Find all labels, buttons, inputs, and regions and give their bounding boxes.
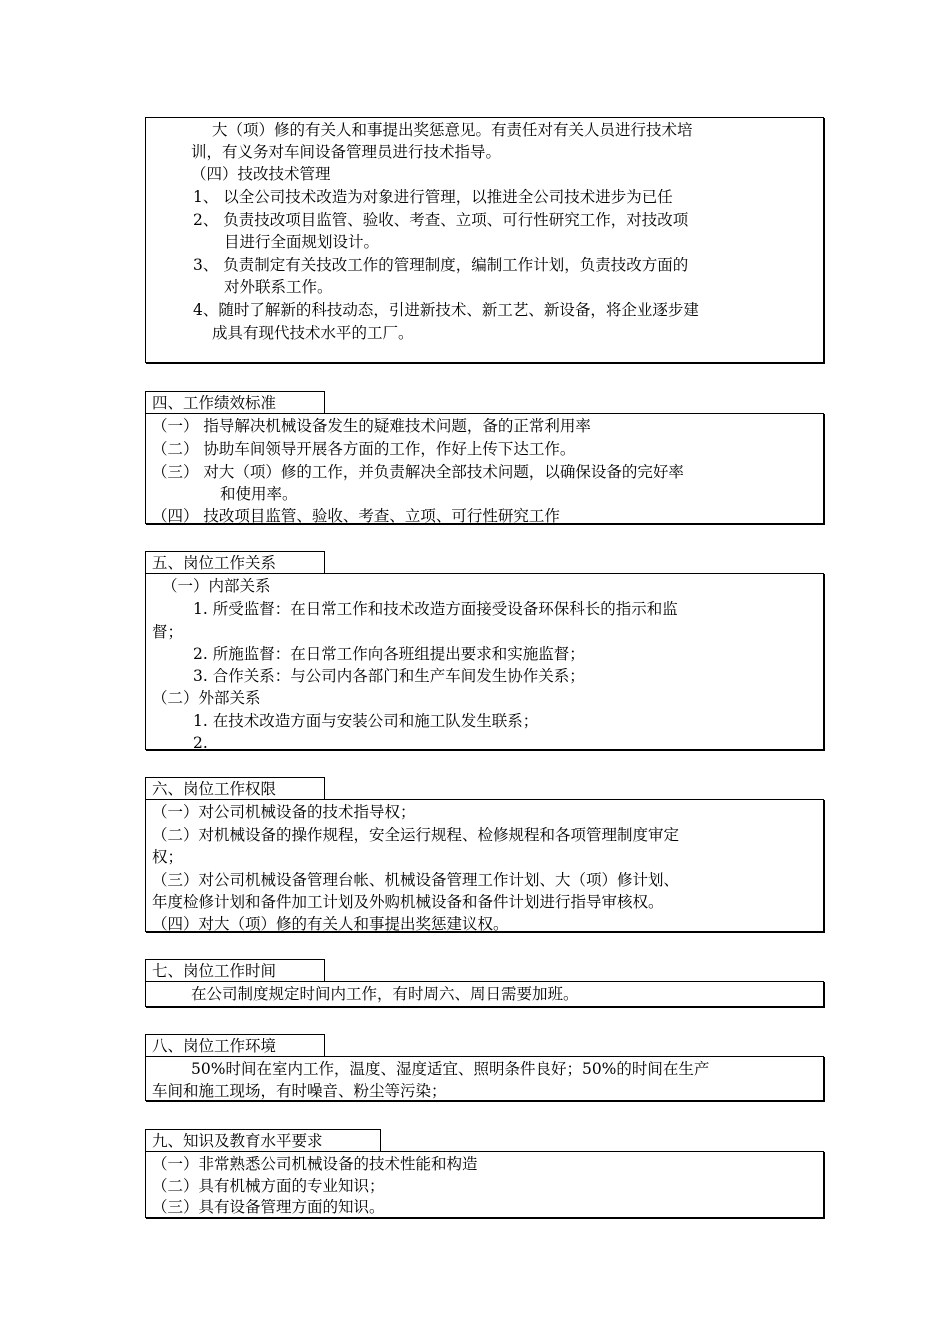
text-line: 3、 负责制定有关技改工作的管理制度，编制工作计划，负责技改方面的 bbox=[193, 256, 689, 274]
text-line: （三）具有设备管理方面的知识。 bbox=[152, 1198, 385, 1216]
text-line: 年度检修计划和备件加工计划及外购机械设备和备件计划进行指导审核权。 bbox=[152, 893, 664, 911]
text-line: 1. 在技术改造方面与安装公司和施工队发生联系； bbox=[193, 712, 539, 730]
section-title: 七、岗位工作时间 bbox=[145, 959, 325, 981]
text-line: 在公司制度规定时间内工作，有时周六、周日需要加班。 bbox=[191, 985, 579, 1003]
text-line: 目进行全面规划设计。 bbox=[224, 233, 380, 251]
text-line: （二）对机械设备的操作规程，安全运行规程、检修规程和各项管理制度审定 bbox=[152, 826, 680, 844]
text-line: 对外联系工作。 bbox=[224, 278, 333, 296]
text-line: 3. 合作关系：与公司内各部门和生产车间发生协作关系； bbox=[193, 667, 585, 685]
text-line: 大（项）修的有关人和事提出奖惩意见。有责任对有关人员进行技术培 bbox=[212, 121, 693, 139]
text-line: 2、 负责技改项目监管、验收、考查、立项、可行性研究工作，对技改项 bbox=[193, 211, 689, 229]
text-line: （一）对公司机械设备的技术指导权； bbox=[152, 803, 416, 821]
text-line: 1、 以全公司技术改造为对象进行管理，以推进全公司技术进步为已任 bbox=[193, 188, 673, 206]
text-line: 50%时间在室内工作，温度、湿度适宜、照明条件良好；50%的时间在生产 bbox=[191, 1060, 710, 1078]
text-line: （四）对大（项）修的有关人和事提出奖惩建议权。 bbox=[152, 915, 509, 933]
text-line: （二） 协助车间领导开展各方面的工作，作好上传下达工作。 bbox=[152, 440, 576, 458]
section-title: 四、工作绩效标准 bbox=[145, 391, 325, 413]
text-line: （一）内部关系 bbox=[162, 577, 271, 595]
section-title: 八、岗位工作环境 bbox=[145, 1034, 325, 1056]
text-line: （四）技改技术管理 bbox=[191, 165, 331, 183]
text-line: 车间和施工现场，有时噪音、粉尘等污染； bbox=[152, 1082, 447, 1100]
section-title: 六、岗位工作权限 bbox=[145, 777, 325, 799]
text-line: 成具有现代技术水平的工厂。 bbox=[212, 324, 414, 342]
text-line: 权； bbox=[152, 848, 184, 866]
text-line: （二）具有机械方面的专业知识； bbox=[152, 1177, 385, 1195]
section-title: 五、岗位工作关系 bbox=[145, 551, 325, 573]
text-line: （一）非常熟悉公司机械设备的技术性能和构造 bbox=[152, 1155, 478, 1173]
text-line: （二）外部关系 bbox=[152, 689, 261, 707]
text-line: 2. 所施监督：在日常工作向各班组提出要求和实施监督； bbox=[193, 645, 585, 663]
text-line: 1. 所受监督：在日常工作和技术改造方面接受设备环保科长的指示和监 bbox=[193, 600, 678, 618]
text-line: 训，有义务对车间设备管理员进行技术指导。 bbox=[191, 143, 502, 161]
text-line: （四） 技改项目监管、验收、考查、立项、可行性研究工作 bbox=[152, 507, 560, 525]
text-line: （三）对公司机械设备管理台帐、机械设备管理工作计划、大（项）修计划、 bbox=[152, 871, 680, 889]
text-line: 4、随时了解新的科技动态，引进新技术、新工艺、新设备，将企业逐步建 bbox=[193, 301, 699, 319]
text-line: （三） 对大（项）修的工作，并负责解决全部技术问题，以确保设备的完好率 bbox=[152, 463, 684, 481]
text-line: （一） 指导解决机械设备发生的疑难技术问题，备的正常利用率 bbox=[152, 417, 591, 435]
text-line: 和使用率。 bbox=[220, 485, 298, 503]
section-title: 九、知识及教育水平要求 bbox=[145, 1129, 381, 1151]
text-line: 督； bbox=[152, 623, 184, 641]
text-line: 2. bbox=[193, 734, 208, 752]
